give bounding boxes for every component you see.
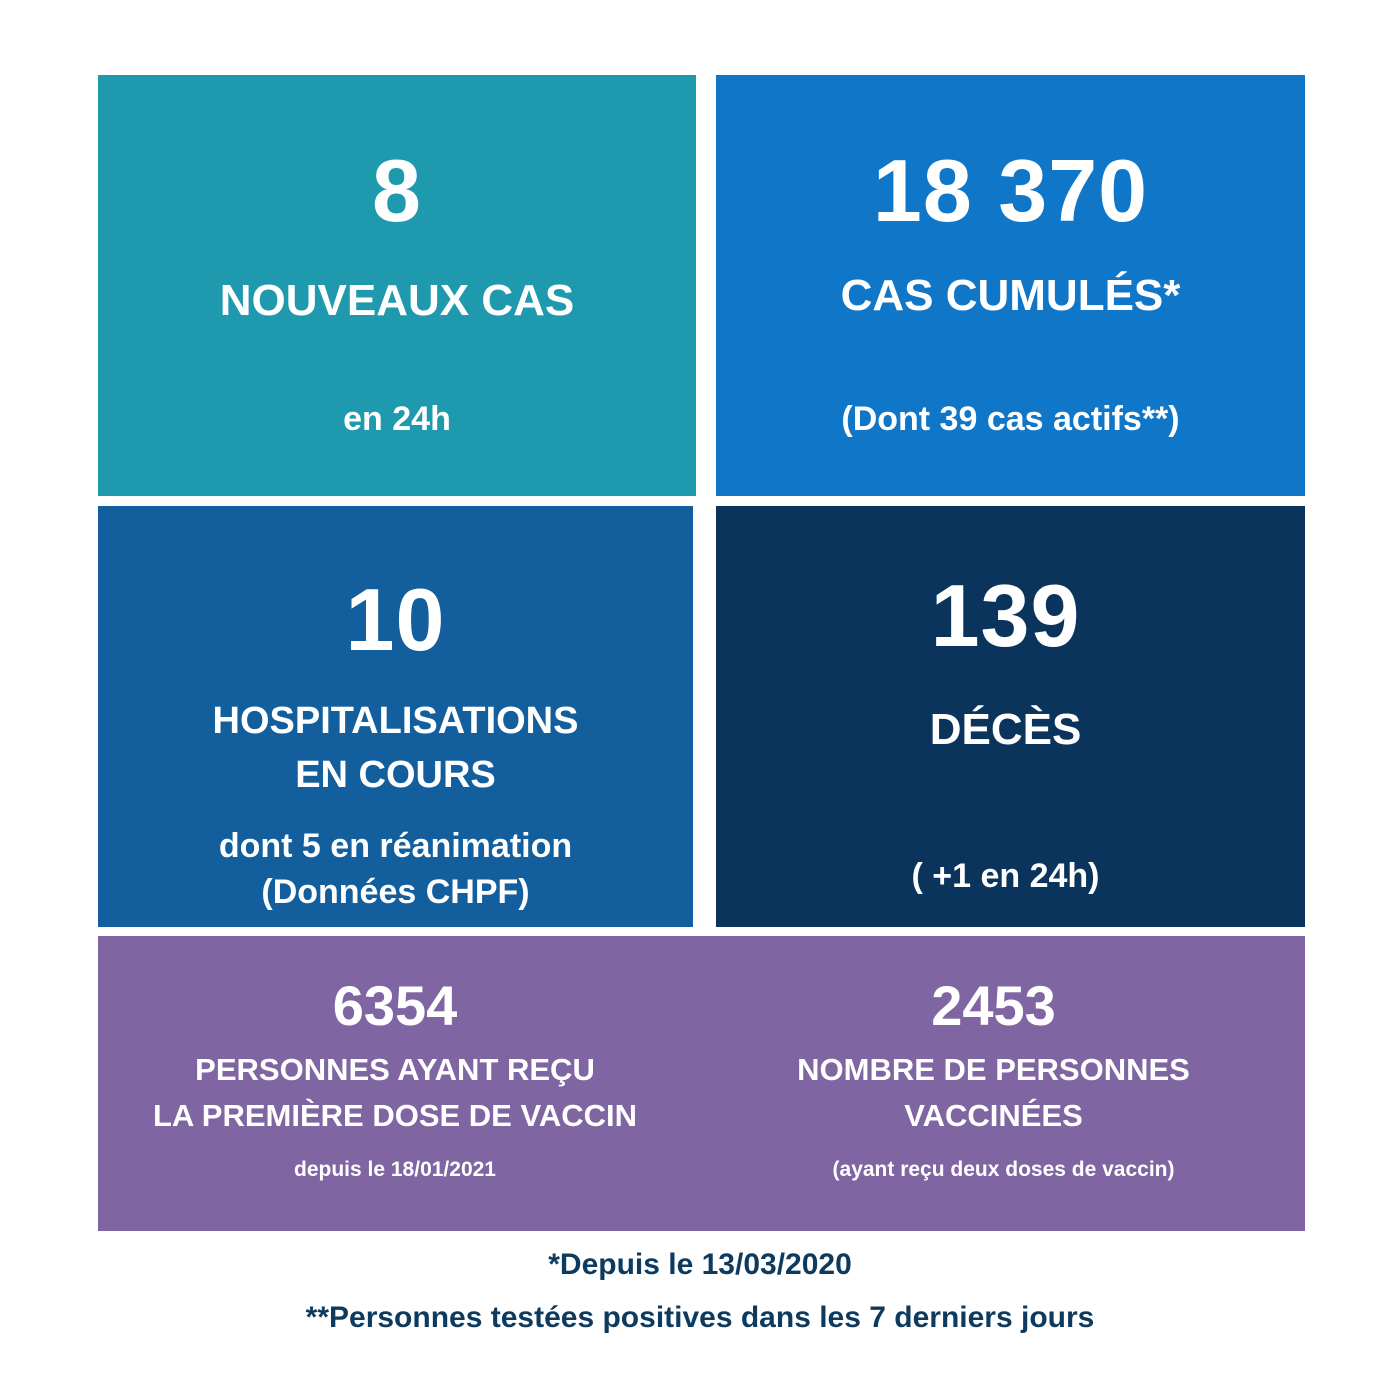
first-dose-sub: depuis le 18/01/2021 xyxy=(294,1158,496,1181)
fully-vaccinated-value: 2453 xyxy=(931,974,1056,1037)
first-dose-value: 6354 xyxy=(332,974,458,1037)
footnote-since-date: *Depuis le 13/03/2020 xyxy=(548,1248,852,1281)
first-dose-label-line1: PERSONNES AYANT REÇU xyxy=(195,1052,595,1087)
fully-vaccinated-sub: (ayant reçu deux doses de vaccin) xyxy=(832,1158,1175,1181)
first-dose-label-line2: LA PREMIÈRE DOSE DE VACCIN xyxy=(153,1098,637,1133)
deaths-label: DÉCÈS xyxy=(929,705,1082,754)
footnote-active-cases-definition: **Personnes testées positives dans les 7 derniers jours xyxy=(305,1301,1095,1334)
hospitalisations-sub-line2: (Données CHPF) xyxy=(261,873,530,911)
new-cases-sub: en 24h xyxy=(343,400,451,438)
fully-vaccinated-block xyxy=(692,936,1305,1231)
cumulative-cases-label: CAS CUMULÉS* xyxy=(840,271,1181,320)
fully-vaccinated-label-line2: VACCINÉES xyxy=(904,1098,1083,1133)
deaths-tile xyxy=(716,506,1305,927)
fully-vaccinated-label-line1: NOMBRE DE PERSONNES xyxy=(797,1052,1190,1087)
deaths-sub: ( +1 en 24h) xyxy=(911,857,1100,895)
hospitalisations-tile xyxy=(98,506,693,927)
vaccination-tile xyxy=(98,936,1305,1231)
cumulative-cases-tile xyxy=(716,75,1305,496)
new-cases-label: NOUVEAUX CAS xyxy=(219,276,575,325)
hospitalisations-label-line1: HOSPITALISATIONS xyxy=(212,700,579,742)
cumulative-cases-value: 18 370 xyxy=(872,141,1149,240)
hospitalisations-sub-line1: dont 5 en réanimation xyxy=(218,827,573,865)
first-dose-block xyxy=(98,936,692,1231)
cumulative-cases-sub: (Dont 39 cas actifs**) xyxy=(841,400,1180,438)
new-cases-value: 8 xyxy=(372,141,422,240)
hospitalisations-label-line2: EN COURS xyxy=(295,754,496,796)
hospitalisations-value: 10 xyxy=(345,570,446,669)
deaths-value: 139 xyxy=(930,566,1081,665)
new-cases-tile xyxy=(98,75,696,496)
